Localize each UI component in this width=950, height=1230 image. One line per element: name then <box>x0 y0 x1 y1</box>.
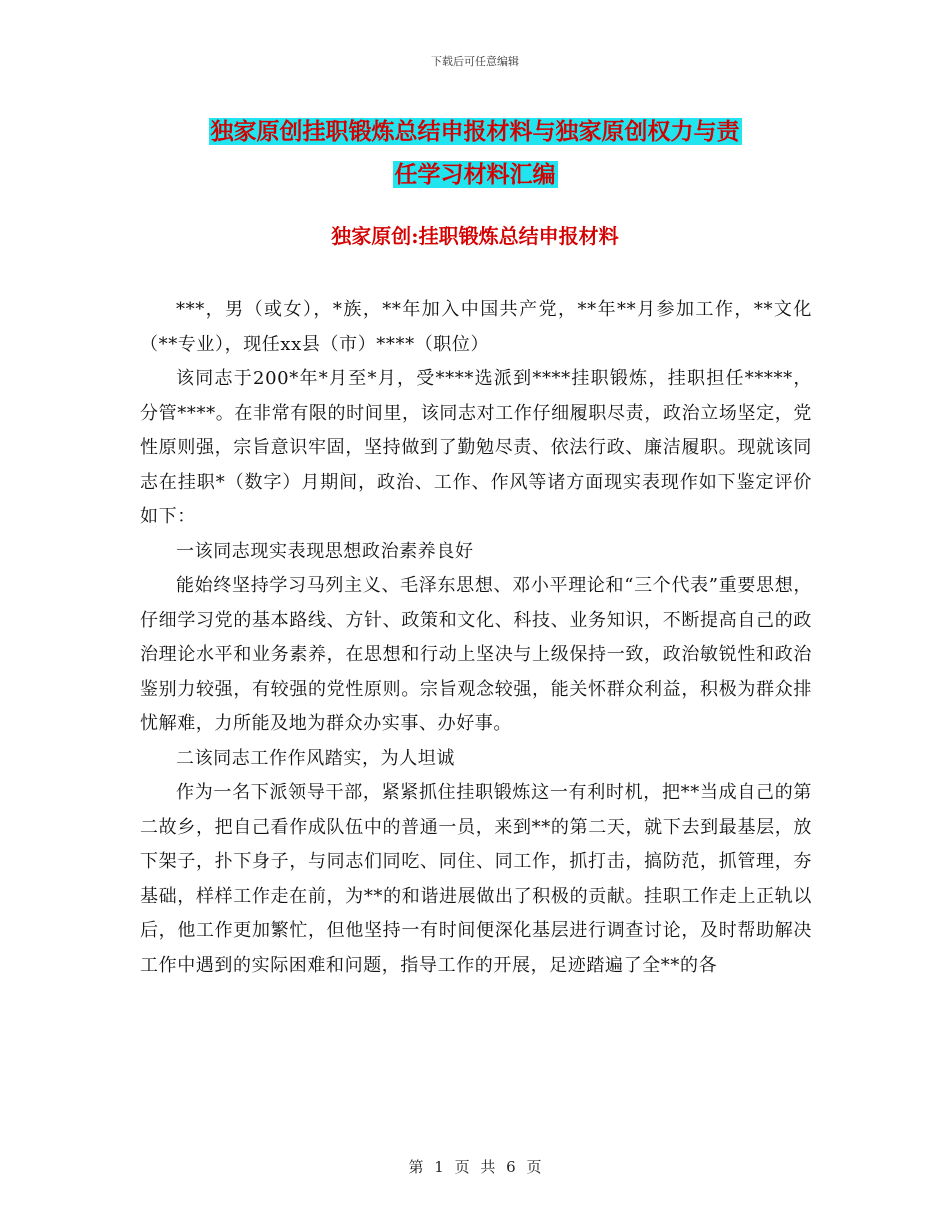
document-title-line-1 <box>0 112 950 152</box>
paragraph-heading-2: 二该同志工作作风踏实，为人坦诚 <box>176 747 455 769</box>
paragraph-political: 能始终坚持学习马列主义、毛泽东思想、邓小平理论和“三个代表”重要思想，仔细学习党的基本路线、方针、政策和文化、科技、业务知识，不断提高自己的政治理论水平和业务素养，在思想和行动上坚决与上级保持一致，政治敏锐性和政治鉴别力较强，有较强的党性原则。宗旨观念较强，能关怀群众利益，积极为群众排忧解难，力所能及地为群众办实事、办好事。 <box>140 575 812 734</box>
paragraph-personal-info: ***，男（或女），*族，**年加入中国共产党，**年**月参加工作，**文化（**专业），现任xx县（市）****（职位） <box>140 299 812 355</box>
paragraph-work-style: 作为一名下派领导干部，紧紧抓住挂职锻炼这一有利时机，把**当成自己的第二故乡，把自己看作成队伍中的普通一员，来到**的第二天，就下去到最基层，放下架子，扑下身子，与同志们同吃、同住、同工作，抓打击，搞防范，抓管理，夯基础，样样工作走在前，为**的和谐进展做出了积极的贡献。挂职工作走上正轨以后，他工作更加繁忙，但他坚持一有时间便深化基层进行调查讨论，及时帮助解决工作中遇到的实际困难和问题，指导工作的开展，足迹踏遍了全**的各 <box>140 782 812 976</box>
body-text <box>140 293 812 983</box>
title-line-1-text: 独家原创挂职锻炼总结申报材料与独家原创权力与责 <box>210 118 740 145</box>
section-title: 独家原创:挂职锻炼总结申报材料 <box>331 224 619 248</box>
header-note: 下载后可任意编辑 <box>431 55 519 68</box>
page-footer: 第 1 页 共 6 页 <box>408 1158 542 1176</box>
paragraph-heading-1: 一该同志现实表现思想政治素养良好 <box>176 540 474 562</box>
paragraph-assignment: 该同志于200*年*月至*月，受****选派到****挂职锻炼，挂职担任*****，分管****。在非常有限的时间里，该同志对工作仔细履职尽责，政治立场坚定，党性原则强，宗旨意识牢固，坚持做到了勤勉尽责、依法行政、廉洁履职。现就该同志在挂职*（数字）月期间，政治、工作、作风等诸方面现实表现作如下鉴定评价如下： <box>140 368 812 527</box>
title-line-2-text: 任学习材料汇编 <box>394 161 556 188</box>
document-title-line-2 <box>0 155 950 195</box>
